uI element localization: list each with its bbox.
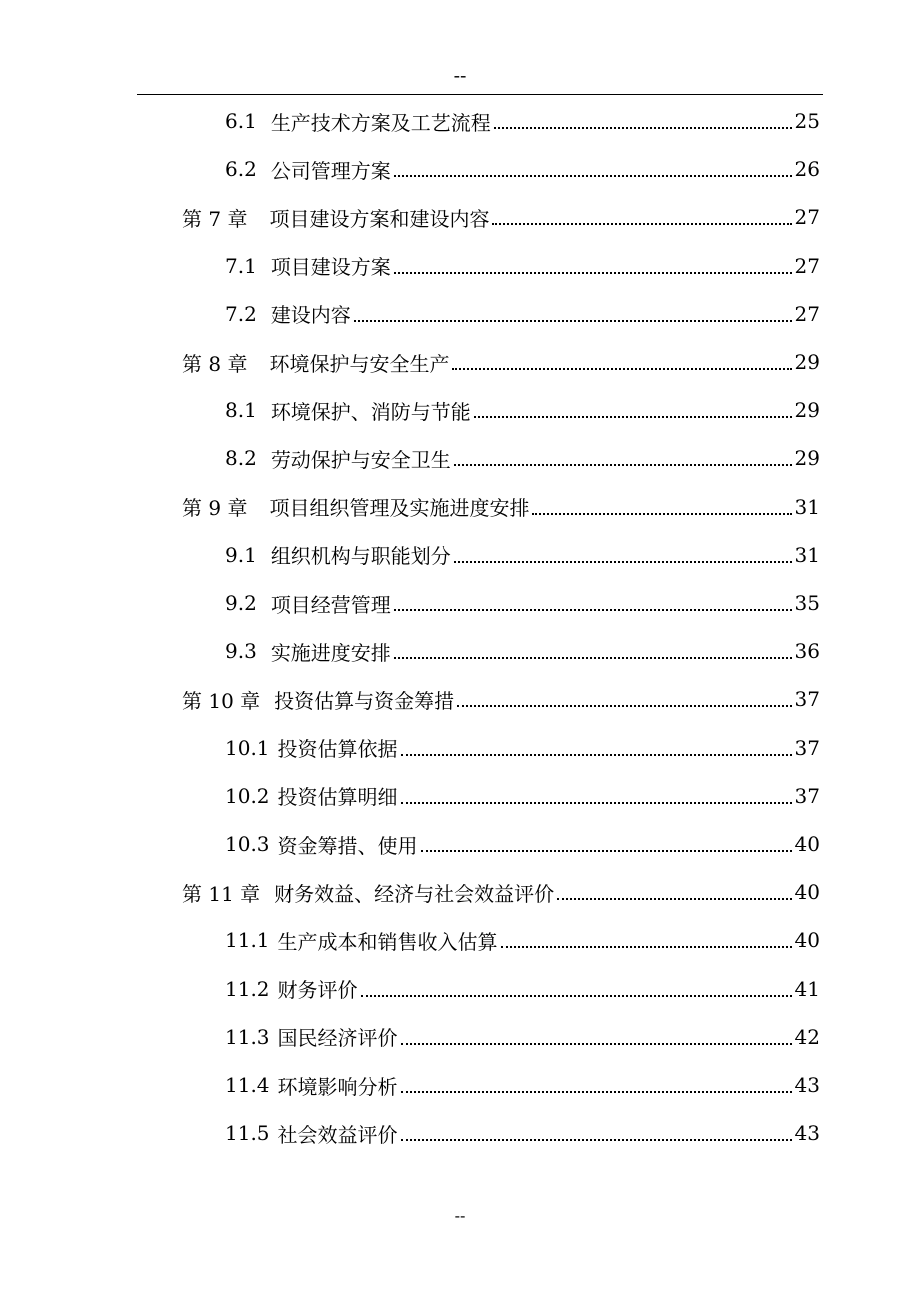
toc-section-entry[interactable] bbox=[225, 1061, 820, 1109]
toc-section-entry[interactable] bbox=[225, 531, 820, 579]
toc-entry-title: 劳动保护与安全卫生 bbox=[270, 447, 451, 472]
toc-entry-title: 公司管理方案 bbox=[270, 158, 391, 183]
toc-entry-number: 第 9 章 bbox=[182, 496, 248, 521]
toc-dot-leader bbox=[452, 368, 791, 370]
page-footer-mark: -- bbox=[454, 1206, 466, 1225]
toc-section-entry[interactable] bbox=[225, 97, 820, 145]
toc-entry-number: 第 10 章 bbox=[182, 688, 261, 713]
toc-entry-page: 27 bbox=[794, 253, 820, 278]
toc-entry-title: 建设内容 bbox=[270, 303, 351, 328]
toc-entry-page: 35 bbox=[794, 591, 820, 615]
toc-section-entry[interactable] bbox=[225, 290, 820, 338]
toc-section-entry[interactable] bbox=[225, 434, 820, 482]
toc-entry-page: 37 bbox=[794, 783, 820, 808]
toc-section-entry[interactable] bbox=[225, 724, 820, 772]
toc-entry-number: 第 8 章 bbox=[182, 351, 248, 376]
toc-entry-title: 投资估算依据 bbox=[277, 737, 398, 762]
toc-entry-number: 11.3 bbox=[225, 1024, 270, 1049]
toc-entry-page: 37 bbox=[794, 735, 820, 760]
toc-entry-title: 财务效益、经济与社会效益评价 bbox=[274, 881, 555, 906]
toc-dot-leader bbox=[401, 1091, 792, 1093]
toc-entry-page: 40 bbox=[794, 928, 820, 953]
toc-entry-number: 6.1 bbox=[225, 109, 257, 133]
toc-entry-page: 29 bbox=[794, 446, 820, 471]
toc-dot-leader bbox=[394, 609, 792, 611]
toc-entry-title: 实施进度安排 bbox=[270, 640, 391, 665]
toc-dot-leader bbox=[494, 127, 792, 129]
toc-entry-page: 43 bbox=[794, 1073, 820, 1097]
toc-entry-page: 26 bbox=[794, 157, 820, 182]
toc-dot-leader bbox=[501, 946, 792, 948]
toc-section-entry[interactable] bbox=[225, 1013, 820, 1061]
toc-entry-page: 41 bbox=[794, 976, 820, 1001]
toc-dot-leader bbox=[474, 416, 792, 418]
toc-dot-leader bbox=[401, 754, 792, 756]
toc-entry-page: 37 bbox=[794, 687, 820, 712]
toc-entry-page: 25 bbox=[794, 109, 820, 133]
toc-entry-number: 11.4 bbox=[225, 1073, 270, 1097]
toc-entry-number: 11.5 bbox=[225, 1121, 270, 1146]
toc-entry-page: 27 bbox=[794, 301, 820, 326]
toc-dot-leader bbox=[401, 1139, 792, 1141]
toc-section-entry[interactable] bbox=[225, 916, 820, 964]
toc-entry-number: 第 11 章 bbox=[182, 881, 261, 906]
toc-entry-title: 环境影响分析 bbox=[277, 1074, 398, 1099]
toc-chapter-entry[interactable] bbox=[182, 483, 820, 531]
toc-dot-leader bbox=[457, 705, 791, 707]
toc-entry-page: 42 bbox=[794, 1024, 820, 1049]
toc-section-entry[interactable] bbox=[225, 242, 820, 290]
toc-section-entry[interactable] bbox=[225, 965, 820, 1013]
toc-chapter-entry[interactable] bbox=[182, 868, 820, 916]
toc-chapter-entry[interactable] bbox=[182, 193, 820, 241]
toc-entry-page: 27 bbox=[794, 205, 820, 230]
toc-entry-number: 6.2 bbox=[225, 157, 257, 182]
toc-entry-title: 环境保护、消防与节能 bbox=[270, 399, 471, 424]
toc-dot-leader bbox=[557, 898, 791, 900]
header-rule bbox=[137, 94, 823, 95]
toc-dot-leader bbox=[401, 1043, 792, 1045]
toc-section-entry[interactable] bbox=[225, 820, 820, 868]
toc-section-entry[interactable] bbox=[225, 772, 820, 820]
toc-entry-number: 8.2 bbox=[225, 446, 257, 471]
toc-dot-leader bbox=[394, 175, 792, 177]
toc-dot-leader bbox=[361, 995, 792, 997]
toc-entry-number: 8.1 bbox=[225, 398, 257, 423]
toc-entry-number: 10.1 bbox=[225, 735, 270, 760]
toc-section-entry[interactable] bbox=[225, 579, 820, 627]
toc-entry-page: 43 bbox=[794, 1121, 820, 1146]
toc-dot-leader bbox=[454, 464, 792, 466]
page-header-mark: -- bbox=[453, 65, 467, 87]
toc-entry-number: 7.2 bbox=[225, 301, 257, 326]
toc-entry-page: 40 bbox=[794, 880, 820, 905]
toc-dot-leader bbox=[532, 513, 791, 515]
toc-entry-number: 9.2 bbox=[225, 591, 257, 615]
toc-entry-title: 环境保护与安全生产 bbox=[269, 351, 450, 376]
toc-section-entry[interactable] bbox=[225, 627, 820, 675]
toc-dot-leader bbox=[454, 561, 792, 563]
toc-entry-title: 项目经营管理 bbox=[270, 592, 391, 617]
toc-entry-title: 财务评价 bbox=[277, 978, 358, 1003]
toc-entry-page: 29 bbox=[794, 350, 820, 374]
toc-dot-leader bbox=[394, 657, 792, 659]
toc-dot-leader bbox=[492, 223, 791, 225]
toc-entry-number: 7.1 bbox=[225, 253, 257, 278]
toc-dot-leader bbox=[394, 272, 792, 274]
toc-entry-title: 资金筹措、使用 bbox=[277, 833, 418, 858]
toc-dot-leader bbox=[421, 850, 792, 852]
toc-entry-number: 第 7 章 bbox=[182, 206, 248, 231]
toc-entry-number: 11.2 bbox=[225, 976, 270, 1001]
toc-section-entry[interactable] bbox=[225, 145, 820, 193]
toc-entry-title: 项目组织管理及实施进度安排 bbox=[269, 496, 530, 521]
toc-entry-number: 9.1 bbox=[225, 542, 257, 567]
toc-entry-number: 10.2 bbox=[225, 783, 270, 808]
toc-entry-page: 31 bbox=[794, 542, 820, 567]
toc-section-entry[interactable] bbox=[225, 1109, 820, 1157]
toc-entry-title: 投资估算与资金筹措 bbox=[274, 688, 455, 713]
toc-entry-title: 社会效益评价 bbox=[277, 1122, 398, 1147]
toc-entry-page: 29 bbox=[794, 398, 820, 423]
toc-entry-title: 生产技术方案及工艺流程 bbox=[270, 110, 491, 135]
toc-chapter-entry[interactable] bbox=[182, 675, 820, 723]
toc-entry-title: 项目建设方案 bbox=[270, 255, 391, 280]
toc-entry-number: 11.1 bbox=[225, 928, 270, 953]
toc-entry-number: 10.3 bbox=[225, 832, 270, 856]
toc-entry-page: 36 bbox=[794, 639, 820, 664]
toc-entry-page: 40 bbox=[794, 832, 820, 856]
toc-dot-leader bbox=[354, 320, 792, 322]
toc-entry-number: 9.3 bbox=[225, 639, 257, 664]
toc-entry-page: 31 bbox=[794, 494, 820, 519]
toc-entry-title: 投资估算明细 bbox=[277, 785, 398, 810]
toc-section-entry[interactable] bbox=[225, 386, 820, 434]
toc-chapter-entry[interactable] bbox=[182, 338, 820, 386]
toc-entry-title: 国民经济评价 bbox=[277, 1026, 398, 1051]
toc-dot-leader bbox=[401, 802, 792, 804]
toc-entry-title: 组织机构与职能划分 bbox=[270, 544, 451, 569]
toc-entry-title: 生产成本和销售收入估算 bbox=[277, 929, 498, 954]
toc-entry-title: 项目建设方案和建设内容 bbox=[269, 206, 490, 231]
